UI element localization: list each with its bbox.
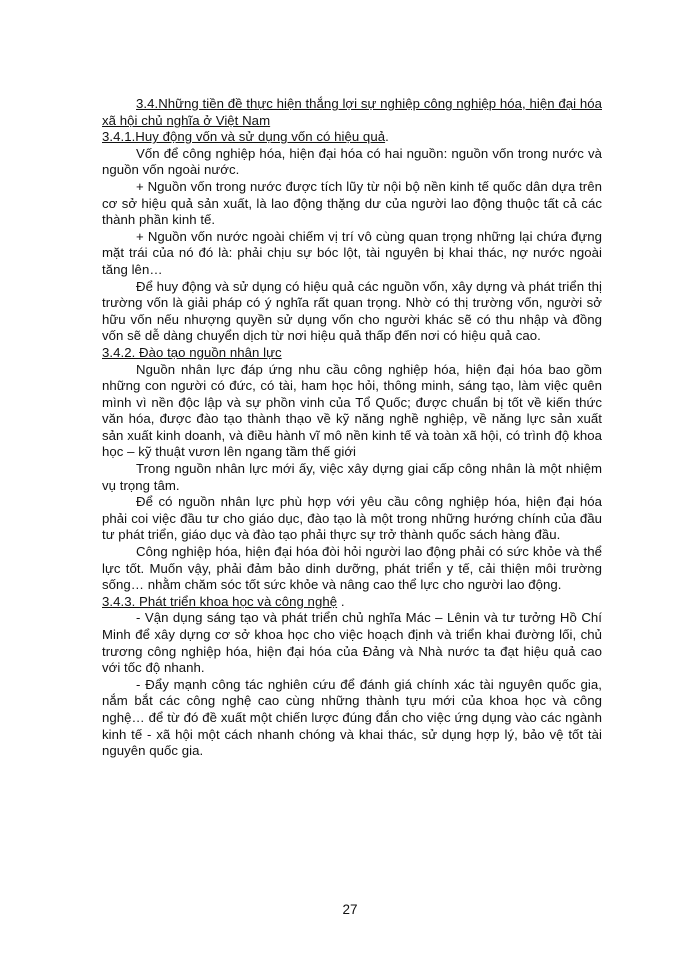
paragraph: Công nghiệp hóa, hiện đại hóa đòi hỏi người lao động phải có sức khỏe và thể lực tốt. Muốn vậy, phải đảm bảo dinh dưỡng, phát triển y tế, cải thiện môi trường sống… nhằm chăm sóc tốt sức khỏe và nâng cao thể lực cho người lao động. <box>102 544 602 593</box>
page-number: 27 <box>342 902 358 917</box>
paragraph: Vốn để công nghiệp hóa, hiện đại hóa có hai nguồn: nguồn vốn trong nước và nguồn vốn ngoài nước. <box>102 145 602 178</box>
section-heading: 3.4.Những tiền đề thực hiện thắng lợi sự nghiệp công nghiệp hóa, hiện đại hóa xã hội chủ nghĩa ở Việt Nam <box>102 96 602 128</box>
paragraph: Nguồn nhân lực đáp ứng nhu cầu công nghiệp hóa, hiện đại hóa bao gồm những con người có đức, có tài, ham học hỏi, thông minh, sáng tạo, làm việc quên mình vì nền độc lập và sự phồn vinh của Tổ Quốc; được chuẩn bị tốt về kiến thức văn hóa, được đào tạo thành thạo về kỹ năng nghề nghiệp, về năng lực sản xuất sản xuất kinh doanh, và điều hành vĩ mô nền kinh tế và toàn xã hội, có trình độ khoa học – kỹ thuật vươn lên ngang tầm thế giới <box>102 361 602 460</box>
paragraph: Để có nguồn nhân lực phù hợp với yêu cầu công nghiệp hóa, hiện đại hóa phải coi việc đầu tư cho giáo dục, đào tạo là một trong những hướng chính của đầu tư phát triển, giáo dục và đào tạo phải thực sự trở thành quốc sách hàng đầu. <box>102 494 602 543</box>
subsection-heading-human-resources-text: 3.4.2. Đào tạo nguồn nhân lực <box>102 344 282 360</box>
subsection-heading-capital-suffix: . <box>385 129 389 145</box>
subsection-heading-science-technology-text: 3.4.3. Phát triển khoa học và công nghệ <box>102 593 338 609</box>
paragraph: Để huy động và sử dụng có hiệu quả các nguồn vốn, xây dựng và phát triển thị trường vốn là giải pháp có ý nghĩa rất quan trọng. Nhờ có thị trường vốn, người sở hữu vốn nếu nhượng quyền sử dụng vốn cho người khác sẽ có thu nhập và đồng vốn sẽ dễ dàng chuyển dịch từ nơi hiệu quả thấp đến nơi có hiệu quả cao. <box>102 278 602 344</box>
subsection-heading-capital-text: 3.4.1.Huy động vốn và sử dụng vốn có hiệu quả <box>102 129 386 145</box>
subsection-heading-capital <box>102 129 602 146</box>
paragraph: - Vận dụng sáng tạo và phát triển chủ nghĩa Mác – Lênin và tư tưởng Hồ Chí Minh để xây dựng cơ sở khoa học cho việc hoạch định và triển khai đường lối, chủ trương công nghiệp hóa, hiện đại hóa của Đảng và Nhà nước ta đạt hiệu quả cao với tốc độ nhanh. <box>102 610 602 676</box>
subsection-heading-science-technology <box>102 594 602 611</box>
paragraph: Trong nguồn nhân lực mới ấy, việc xây dựng giai cấp công nhân là một nhiệm vụ trọng tâm. <box>102 461 602 493</box>
subsection-heading-science-technology-suffix: . <box>337 593 345 609</box>
paragraph: - Đẩy mạnh công tác nghiên cứu để đánh giá chính xác tài nguyên quốc gia, nắm bắt các công nghệ cao cùng những thành tựu mới của khoa học và công nghệ… để từ đó đề xuất một chiến lược đúng đắn cho việc ứng dụng vào các ngành kinh tế - xã hội một cách nhanh chóng và khai thác, sử dụng hợp lý, bảo vệ tốt tài nguyên quốc gia. <box>102 676 602 759</box>
page-body <box>102 96 602 760</box>
paragraph: + Nguồn vốn trong nước được tích lũy từ nội bộ nền kinh tế quốc dân dựa trên cơ sở hiệu quả sản xuất, là lao động thặng dư của người lao động thuộc tất cả các thành phần kinh tế. <box>102 178 602 228</box>
paragraph: + Nguồn vốn nước ngoài chiếm vị trí vô cùng quan trọng những lại chứa đựng mặt trái của nó đó là: phải chịu sự bóc lột, tài nguyên bị khai thác, nợ nước ngoài tăng lên… <box>102 228 602 277</box>
subsection-heading-human-resources <box>102 345 602 362</box>
